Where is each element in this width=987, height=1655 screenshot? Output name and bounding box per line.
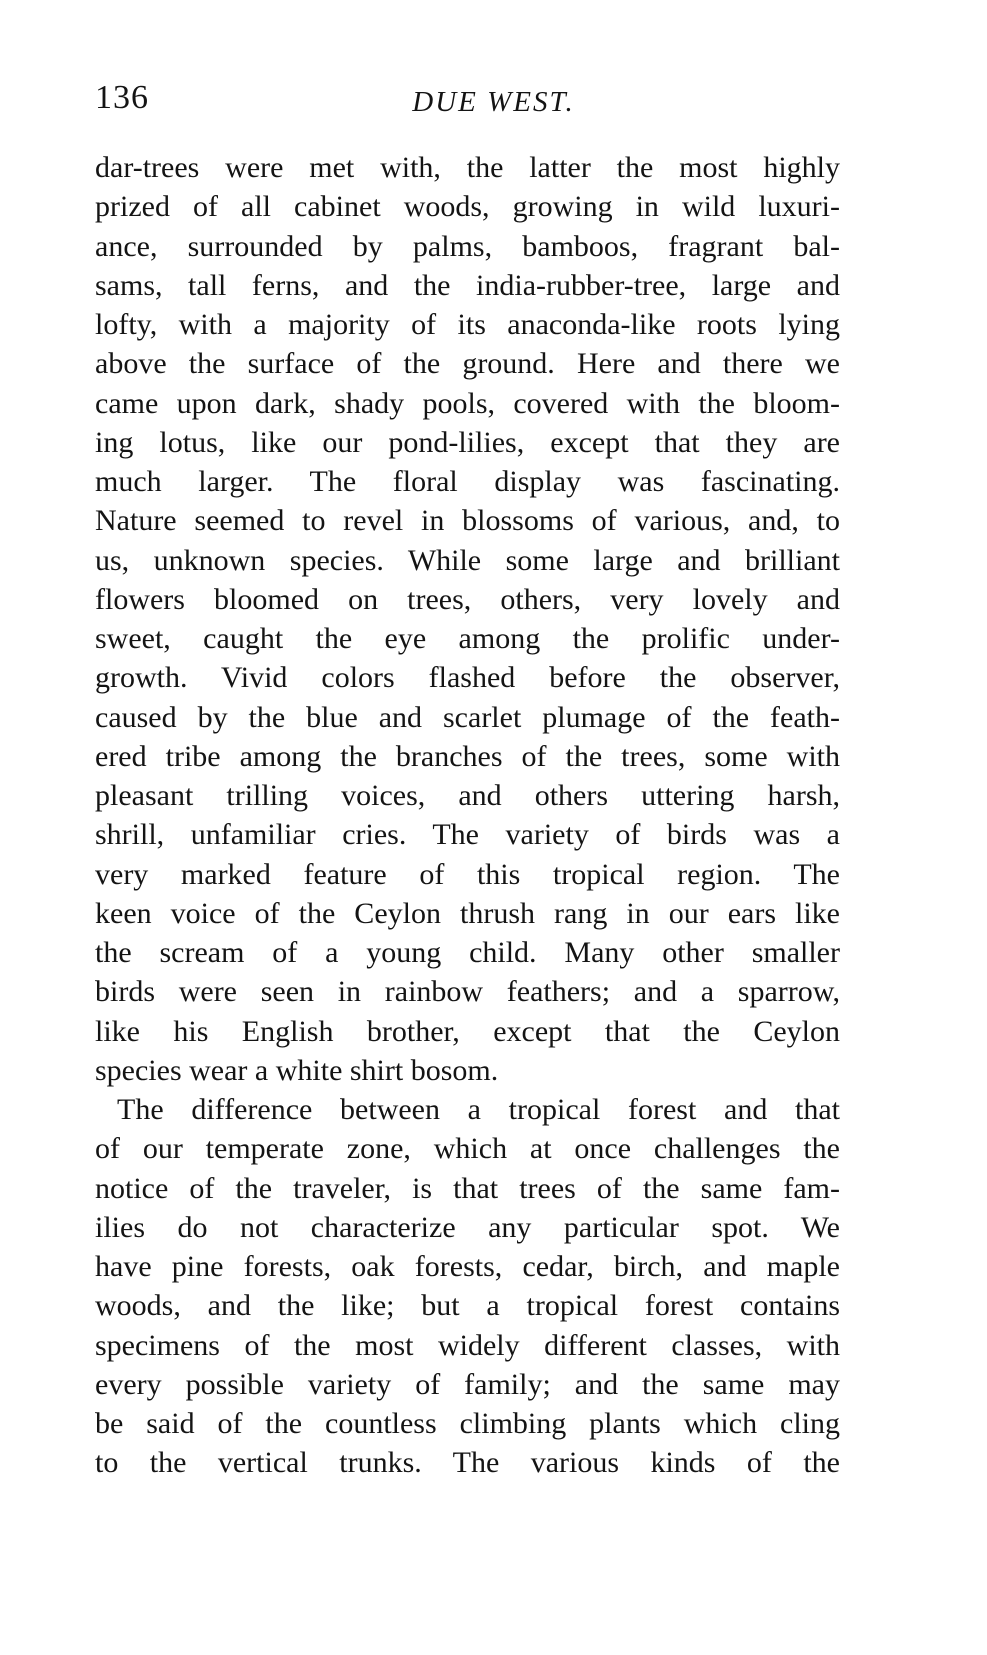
text-line: shrill, unfamiliar cries. The variety of birds was a	[95, 818, 840, 852]
text-line: ered tribe among the branches of the trees, some with	[95, 739, 840, 773]
text-line: woods, and the like; but a tropical forest contains	[95, 1289, 840, 1323]
text-line: every possible variety of family; and the same may	[95, 1367, 840, 1401]
text-line: prized of all cabinet woods, growing in wild luxuri-	[95, 190, 840, 224]
text-line: ilies do not characterize any particular spot. We	[95, 1210, 840, 1244]
text-line: keen voice of the Ceylon thrush rang in our ears like	[95, 896, 840, 930]
text-line: lofty, with a majority of its anaconda-like roots lying	[95, 308, 840, 341]
text-line: came upon dark, shady pools, covered with the bloom-	[95, 386, 840, 420]
text-line: above the surface of the ground. Here and there we	[95, 347, 840, 381]
text-line: very marked feature of this tropical region. The	[95, 857, 840, 891]
text-line: sams, tall ferns, and the india-rubber-tree, large and	[95, 268, 840, 302]
text-line: like his English brother, except that the Ceylon	[95, 1014, 840, 1048]
text-line: be said of the countless climbing plants which cling	[95, 1407, 840, 1440]
text-line: notice of the traveler, is that trees of the same fam-	[95, 1171, 840, 1205]
text-line: pleasant trilling voices, and others uttering harsh,	[95, 779, 840, 812]
text-line: dar-trees were met with, the latter the most highly	[95, 151, 840, 184]
running-title: DUE WEST.	[412, 86, 575, 118]
text-line: specimens of the most widely different classes, with	[95, 1328, 840, 1362]
text-line: to the vertical trunks. The various kinds of the	[95, 1446, 840, 1480]
page-number: 136	[95, 79, 149, 116]
text-line: birds were seen in rainbow feathers; and a sparrow,	[95, 975, 840, 1009]
text-line: Nature seemed to revel in blossoms of various, and, to	[95, 504, 840, 538]
text-line: ance, surrounded by palms, bamboos, fragrant bal-	[95, 229, 840, 263]
text-line: have pine forests, oak forests, cedar, birch, and maple	[95, 1250, 840, 1283]
text-line: The difference between a tropical forest and that	[117, 1093, 840, 1126]
text-line: the scream of a young child. Many other smaller	[95, 936, 840, 969]
text-line: species wear a white shirt bosom.	[95, 1053, 499, 1087]
body-text	[95, 148, 840, 1483]
paragraph	[95, 1090, 840, 1483]
text-line: growth. Vivid colors flashed before the observer,	[95, 661, 840, 695]
paragraph	[95, 148, 840, 1090]
text-line: of our temperate zone, which at once challenges the	[95, 1132, 840, 1166]
text-line: sweet, caught the eye among the prolific under-	[95, 622, 840, 655]
text-line: much larger. The floral display was fascinating.	[95, 465, 840, 498]
text-line: caused by the blue and scarlet plumage of the feath-	[95, 700, 840, 734]
text-line: us, unknown species. While some large and brilliant	[95, 543, 840, 577]
text-line: flowers bloomed on trees, others, very lovely and	[95, 582, 840, 616]
text-line: ing lotus, like our pond-lilies, except that they are	[95, 425, 840, 459]
